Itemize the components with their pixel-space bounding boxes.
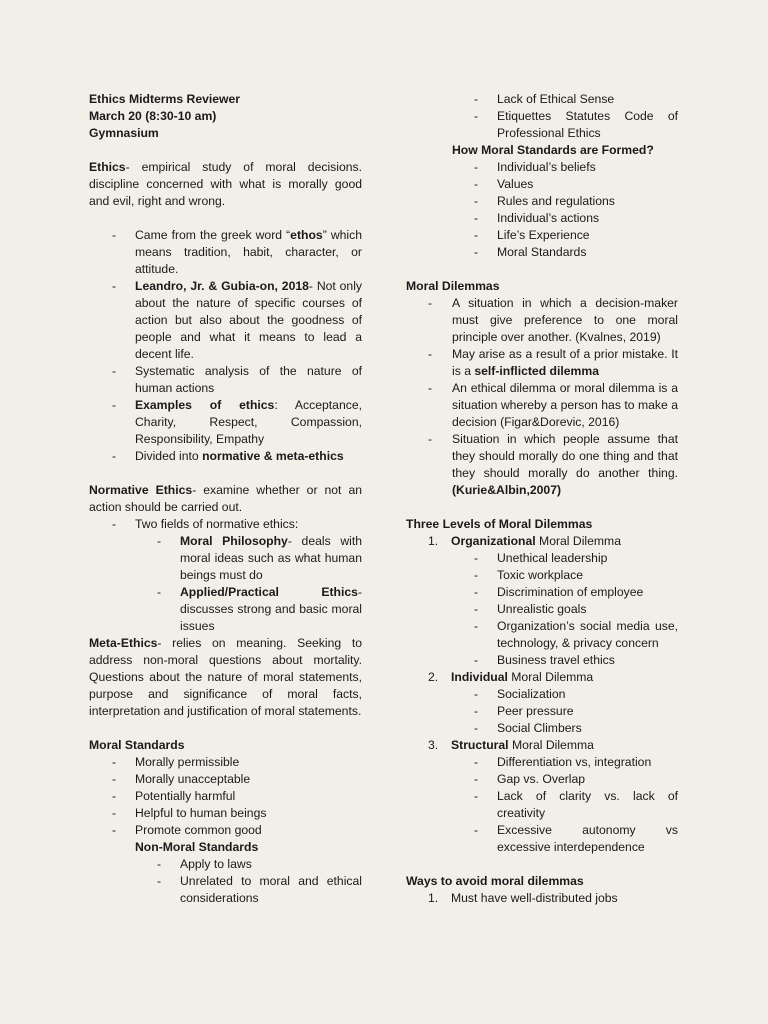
- list-item: - Values: [474, 177, 534, 191]
- ethics-definition: Ethics- empirical study of moral decisions. discipline concerned with what is morally good and evil, right and wrong.: [89, 160, 362, 208]
- list-item: - Organization’s social media use, technology, & privacy concern: [474, 619, 678, 650]
- list-item: - Lack of Ethical Sense: [474, 92, 615, 106]
- right-column: [406, 91, 678, 907]
- list-item: - Situation in which people assume that they should morally do one thing and that they should morally do another thing. (Kurie&Albin,2007): [428, 432, 678, 497]
- list-item: - Apply to laws: [157, 857, 252, 871]
- list-item: 1. Organizational Moral Dilemma: [428, 534, 621, 548]
- list-item: - Rules and regulations: [474, 194, 615, 208]
- list-item: - Excessive autonomy vs excessive interdependence: [474, 823, 678, 854]
- list-item: - May arise as a result of a prior mistake. It is a self-inflicted dilemma: [428, 347, 678, 378]
- moral-standards-heading: Moral Standards: [89, 738, 185, 752]
- list-item: - Divided into normative & meta-ethics: [112, 449, 344, 463]
- list-item: - Business travel ethics: [474, 653, 615, 667]
- exam-date: March 20 (8:30-10 am): [89, 109, 217, 123]
- list-item: - Moral Philosophy- deals with moral ideas such as what human beings must do: [157, 534, 363, 582]
- list-item: - Peer pressure: [474, 704, 574, 718]
- list-item: - An ethical dilemma or moral dilemma is a situation whereby a person has to make a decision (Figar&Dorevic, 2016): [428, 381, 678, 429]
- list-item: - Two fields of normative ethics:: [112, 517, 299, 531]
- list-item: - Potentially harmful: [112, 789, 236, 803]
- list-item: 2. Individual Moral Dilemma: [428, 670, 594, 684]
- list-item: - Social Climbers: [474, 721, 582, 735]
- list-item: - Discrimination of employee: [474, 585, 644, 599]
- list-item: 3. Structural Moral Dilemma: [428, 738, 594, 752]
- avoid-dilemmas-heading: Ways to avoid moral dilemmas: [406, 874, 584, 888]
- list-item: - Unrelated to moral and ethical considerations: [157, 874, 362, 905]
- non-moral-standards-heading: Non-Moral Standards: [135, 840, 259, 854]
- list-item: - Differentiation vs, integration: [474, 755, 652, 769]
- list-item: - Life’s Experience: [474, 228, 590, 242]
- document-title: Ethics Midterms Reviewer: [89, 92, 241, 106]
- list-item: - A situation in which a decision-maker must give preference to one moral principle over another. (Kvalnes, 2019): [428, 296, 678, 344]
- list-item: - Leandro, Jr. & Gubia-on, 2018- Not only about the nature of specific courses of action but also about the goodness of people and what it means to lead a decent life.: [112, 279, 362, 361]
- list-item: - Promote common good: [112, 823, 262, 837]
- list-item: - Came from the greek word “ethos” which means tradition, habit, character, or attitude.: [112, 228, 362, 276]
- list-item: - Individual’s actions: [474, 211, 600, 225]
- list-item: - Individual’s beliefs: [474, 160, 596, 174]
- list-item: - Systematic analysis of the nature of human actions: [112, 364, 362, 395]
- how-formed-heading: How Moral Standards are Formed?: [452, 143, 654, 157]
- list-item: 1. Must have well-distributed jobs: [428, 891, 618, 905]
- exam-venue: Gymnasium: [89, 126, 159, 140]
- left-column: [89, 91, 362, 907]
- meta-ethics-definition: Meta-Ethics- relies on meaning. Seeking to address non-moral questions about mortality. Questions about the nature of moral statements, purpose and significance of moral facts, interpretation and justification of moral statements.: [89, 636, 362, 718]
- list-item: - Gap vs. Overlap: [474, 772, 586, 786]
- list-item: - Morally permissible: [112, 755, 240, 769]
- list-item: - Unethical leadership: [474, 551, 608, 565]
- list-item: - Moral Standards: [474, 245, 587, 259]
- moral-dilemmas-heading: Moral Dilemmas: [406, 279, 500, 293]
- list-item: - Socialization: [474, 687, 566, 701]
- list-item: - Applied/Practical Ethics- discusses strong and basic moral issues: [157, 585, 362, 633]
- list-item: - Etiquettes Statutes Code of Professional Ethics: [474, 109, 678, 140]
- list-item: - Examples of ethics: Acceptance, Charity, Respect, Compassion, Responsibility, Empathy: [112, 398, 362, 446]
- list-item: - Unrealistic goals: [474, 602, 587, 616]
- list-item: - Helpful to human beings: [112, 806, 267, 820]
- list-item: - Morally unacceptable: [112, 772, 251, 786]
- three-levels-heading: Three Levels of Moral Dilemmas: [406, 517, 593, 531]
- normative-definition: Normative Ethics- examine whether or not an action should be carried out.: [89, 483, 362, 514]
- list-item: - Toxic workplace: [474, 568, 584, 582]
- list-item: - Lack of clarity vs. lack of creativity: [474, 789, 678, 820]
